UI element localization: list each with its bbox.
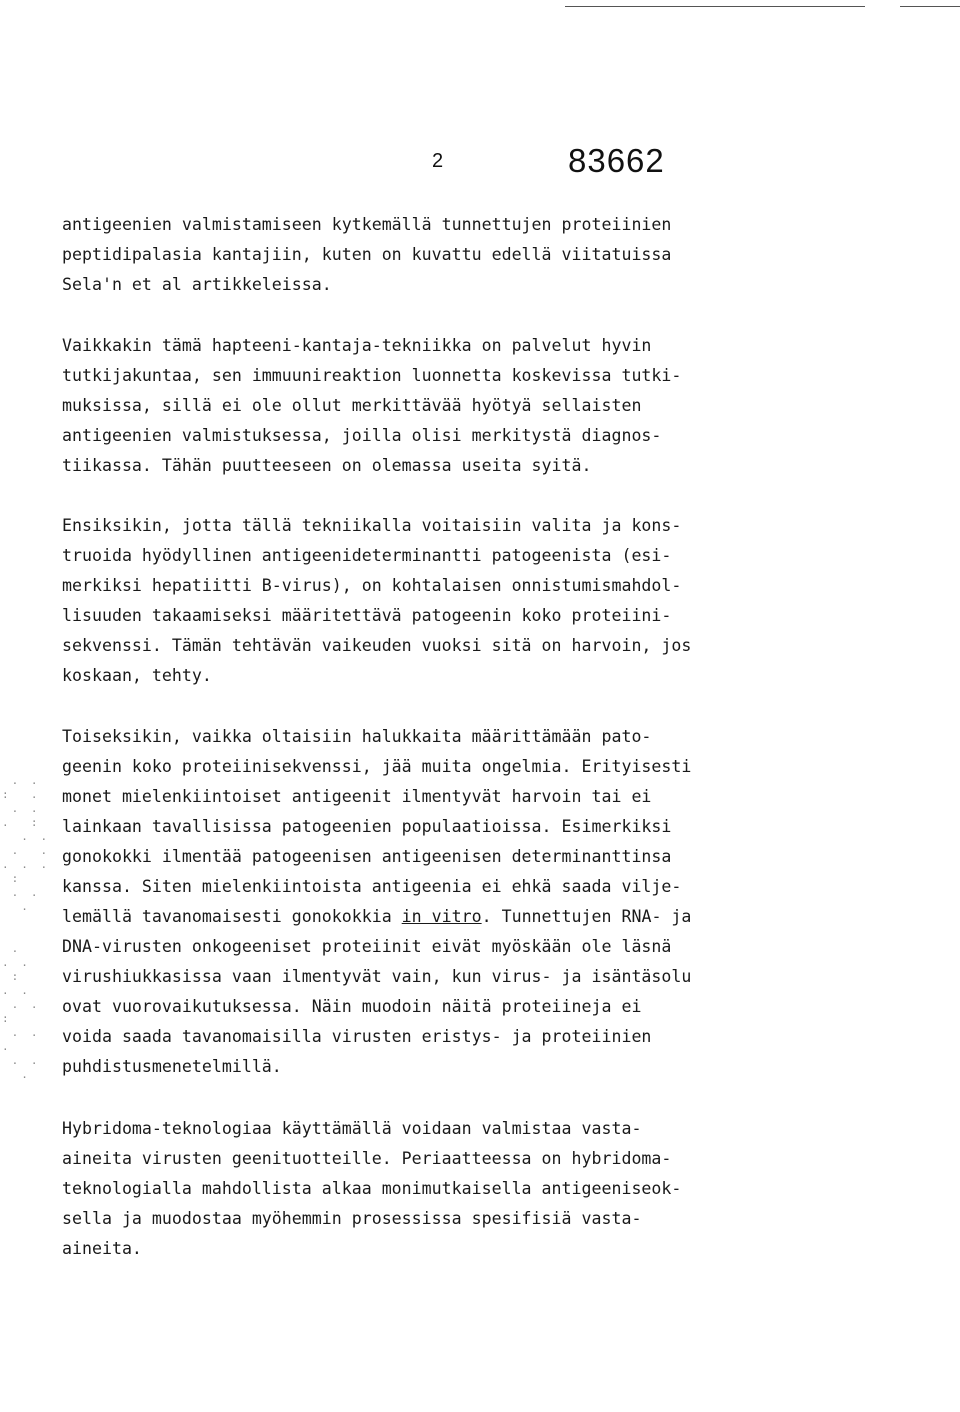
underlined-term: in vitro: [401, 907, 482, 926]
text-line: puhdistusmenetelmillä.: [62, 1057, 282, 1076]
text-line: Hybridoma-teknologiaa käyttämällä voidaan valmistaa vasta-: [62, 1119, 642, 1138]
text-line: virushiukkasissa vaan ilmentyvät vain, kun virus- ja isäntäsolu: [62, 967, 692, 986]
text-line: sekvenssi. Tämän tehtävän vaikeuden vuoksi sitä on harvoin, jos: [62, 636, 692, 655]
scan-margin-specks: . . : . . . . : . . . . . . . : . . . . . . : . . . . : . . . . . .: [2, 774, 51, 1081]
text-line: monet mielenkiintoiset antigeenit ilmentyvät harvoin tai ei: [62, 787, 652, 806]
text-line: aineita.: [62, 1239, 142, 1258]
text-line-in-vitro: [62, 902, 862, 932]
document-number: 83662: [568, 142, 665, 179]
body-text: [62, 210, 862, 1294]
top-rule-line: [565, 6, 865, 7]
text-line: tiikassa. Tähän puutteeseen on olemassa useita syitä.: [62, 456, 592, 475]
text-line: antigeenien valmistuksessa, joilla olisi merkitystä diagnos-: [62, 426, 662, 445]
text-line: Sela'n et al artikkeleissa.: [62, 275, 332, 294]
text-line: Toiseksikin, vaikka oltaisiin halukkaita määrittämään pato-: [62, 727, 652, 746]
page-number: 2: [432, 150, 444, 172]
paragraph-5: [62, 1114, 862, 1264]
text-line: ovat vuorovaikutuksessa. Näin muodoin näitä proteiineja ei: [62, 997, 642, 1016]
text-line: voida saada tavanomaisilla virusten eristys- ja proteiinien: [62, 1027, 652, 1046]
text-line: lisuuden takaamiseksi määritettävä patogeenin koko proteiini-: [62, 606, 672, 625]
text-segment: lemällä tavanomaisesti gonokokkia: [62, 907, 402, 926]
text-line: tutkijakuntaa, sen immuunireaktion luonnetta koskevissa tutki-: [62, 366, 682, 385]
text-line: aineita virusten geenituotteille. Periaatteessa on hybridoma-: [62, 1149, 672, 1168]
text-line: truoida hyödyllinen antigeenideterminantti patogeenista (esi-: [62, 546, 672, 565]
top-rule-line-right: [900, 6, 960, 7]
text-line: Ensiksikin, jotta tällä tekniikalla voitaisiin valita ja kons-: [62, 516, 682, 535]
text-line: lainkaan tavallisissa patogeenien populaatioissa. Esimerkiksi: [62, 817, 672, 836]
text-line: gonokokki ilmentää patogeenisen antigeenisen determinanttinsa: [62, 847, 672, 866]
paragraph-4: [62, 722, 862, 1082]
text-line: peptidipalasia kantajiin, kuten on kuvattu edellä viitatuissa: [62, 245, 672, 264]
text-line: teknologialla mahdollista alkaa monimutkaisella antigeeniseok-: [62, 1179, 682, 1198]
text-line: sella ja muodostaa myöhemmin prosessissa spesifisiä vasta-: [62, 1209, 642, 1228]
text-line: DNA-virusten onkogeeniset proteiinit eivät myöskään ole läsnä: [62, 937, 672, 956]
paragraph-2: [62, 331, 862, 481]
text-line: muksissa, sillä ei ole ollut merkittävää hyötyä sellaisten: [62, 396, 642, 415]
text-line: Vaikkakin tämä hapteeni-kantaja-tekniikka on palvelut hyvin: [62, 336, 652, 355]
text-line: kanssa. Siten mielenkiintoista antigeenia ei ehkä saada vilje-: [62, 877, 682, 896]
paragraph-1: [62, 210, 862, 300]
text-line: merkiksi hepatiitti B-virus), on kohtalaisen onnistumismahdol-: [62, 576, 682, 595]
paragraph-3: [62, 511, 862, 691]
text-segment: . Tunnettujen RNA- ja: [481, 907, 692, 926]
text-line: koskaan, tehty.: [62, 666, 212, 685]
text-line: geenin koko proteiinisekvenssi, jää muita ongelmia. Erityisesti: [62, 757, 692, 776]
text-line: antigeenien valmistamiseen kytkemällä tunnettujen proteiinien: [62, 215, 672, 234]
